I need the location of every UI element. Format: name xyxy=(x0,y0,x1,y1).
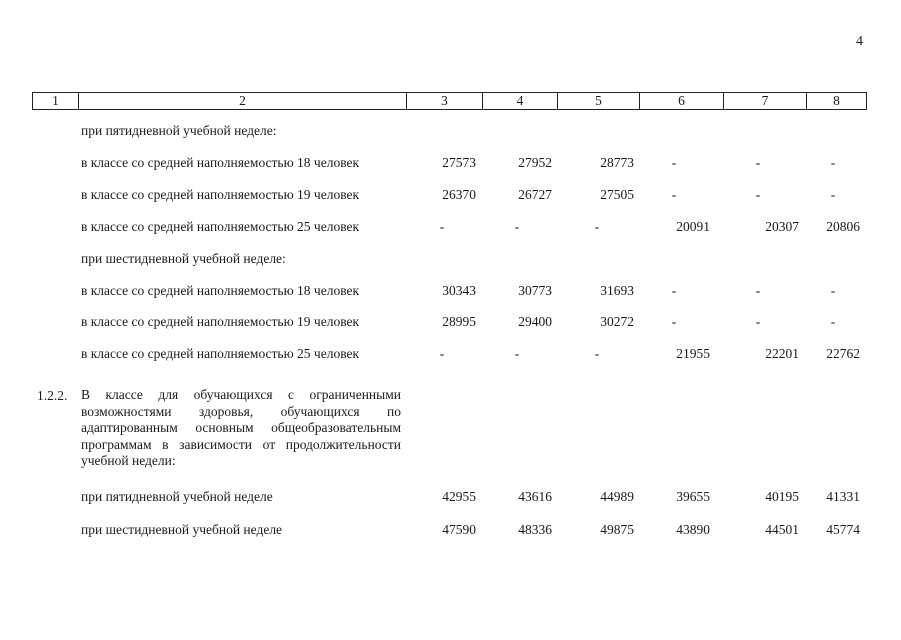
cell-col-5: 27505 xyxy=(600,187,634,202)
cell-col-3: 47590 xyxy=(442,522,476,537)
cell-col-6: - xyxy=(671,155,677,170)
header-col-5: 5 xyxy=(558,93,640,110)
cell-col-8: - xyxy=(830,283,836,298)
cell-col-3: 27573 xyxy=(442,155,476,170)
table-row xyxy=(0,123,901,141)
table-row xyxy=(0,251,901,269)
cell-col-5: 49875 xyxy=(600,522,634,537)
header-col-6: 6 xyxy=(640,93,724,110)
cell-col-6: 21955 xyxy=(676,346,710,361)
row-label: в классе со средней наполняемостью 19 человек xyxy=(81,187,360,202)
cell-col-8: 45774 xyxy=(826,522,860,537)
row-label: в классе со средней наполняемостью 25 человек xyxy=(81,346,360,361)
row-label: в классе со средней наполняемостью 18 человек xyxy=(81,283,360,298)
cell-col-3: 28995 xyxy=(442,314,476,329)
cell-col-3: 42955 xyxy=(442,489,476,504)
cell-col-4: 43616 xyxy=(518,489,552,504)
cell-col-6: 43890 xyxy=(676,522,710,537)
cell-col-5: 28773 xyxy=(600,155,634,170)
table-row xyxy=(0,346,901,364)
cell-col-7: - xyxy=(755,155,761,170)
cell-col-8: 41331 xyxy=(826,489,860,504)
row-label: при пятидневной учебной неделе xyxy=(81,489,273,504)
table-row xyxy=(0,314,901,332)
cell-col-5: 31693 xyxy=(600,283,634,298)
row-label: при пятидневной учебной неделе: xyxy=(81,123,277,138)
cell-col-7: 44501 xyxy=(765,522,799,537)
table-row xyxy=(0,283,901,301)
row-label: в классе со средней наполняемостью 25 человек xyxy=(81,219,360,234)
cell-col-7: - xyxy=(755,314,761,329)
cell-col-5: - xyxy=(594,219,600,234)
cell-col-3: 30343 xyxy=(442,283,476,298)
row-label: при шестидневной учебной неделе xyxy=(81,522,283,537)
cell-col-4: 48336 xyxy=(518,522,552,537)
cell-col-4: - xyxy=(514,219,520,234)
row-label: при шестидневной учебной неделе: xyxy=(81,251,286,266)
cell-col-7: 40195 xyxy=(765,489,799,504)
page-number: 4 xyxy=(856,34,863,49)
table-row xyxy=(0,522,901,540)
section-number: 1.2.2. xyxy=(37,388,68,403)
header-col-2: 2 xyxy=(79,93,407,110)
cell-col-8: - xyxy=(830,187,836,202)
cell-col-3: 26370 xyxy=(442,187,476,202)
cell-col-8: - xyxy=(830,314,836,329)
table-row xyxy=(0,155,901,173)
section-text: В классе для обучающихся с ограниченными возможностями здоровья, обучающихся по адаптированным основным общеобразовательным программам в зависимости от продолжительности учебной недели: xyxy=(81,387,401,468)
cell-col-8: - xyxy=(830,155,836,170)
cell-col-3: - xyxy=(439,346,445,361)
cell-col-6: - xyxy=(671,314,677,329)
cell-col-4: 30773 xyxy=(518,283,552,298)
column-number-header xyxy=(32,92,867,110)
cell-col-7: 20307 xyxy=(765,219,799,234)
table-row xyxy=(0,489,901,507)
cell-col-6: 20091 xyxy=(676,219,710,234)
cell-col-7: - xyxy=(755,283,761,298)
cell-col-4: 27952 xyxy=(518,155,552,170)
cell-col-4: - xyxy=(514,346,520,361)
cell-col-7: - xyxy=(755,187,761,202)
cell-col-4: 29400 xyxy=(518,314,552,329)
row-label: в классе со средней наполняемостью 18 человек xyxy=(81,155,360,170)
header-col-1: 1 xyxy=(33,93,79,110)
cell-col-5: 44989 xyxy=(600,489,634,504)
table-row xyxy=(0,219,901,237)
header-col-8: 8 xyxy=(807,93,867,110)
cell-col-3: - xyxy=(439,219,445,234)
cell-col-6: 39655 xyxy=(676,489,710,504)
cell-col-8: 20806 xyxy=(826,219,860,234)
header-col-4: 4 xyxy=(483,93,558,110)
table-row xyxy=(0,187,901,205)
cell-col-6: - xyxy=(671,187,677,202)
cell-col-4: 26727 xyxy=(518,187,552,202)
cell-col-5: 30272 xyxy=(600,314,634,329)
header-col-7: 7 xyxy=(724,93,807,110)
cell-col-7: 22201 xyxy=(765,346,799,361)
cell-col-5: - xyxy=(594,346,600,361)
cell-col-8: 22762 xyxy=(826,346,860,361)
cell-col-6: - xyxy=(671,283,677,298)
row-label: в классе со средней наполняемостью 19 человек xyxy=(81,314,360,329)
header-col-3: 3 xyxy=(407,93,483,110)
